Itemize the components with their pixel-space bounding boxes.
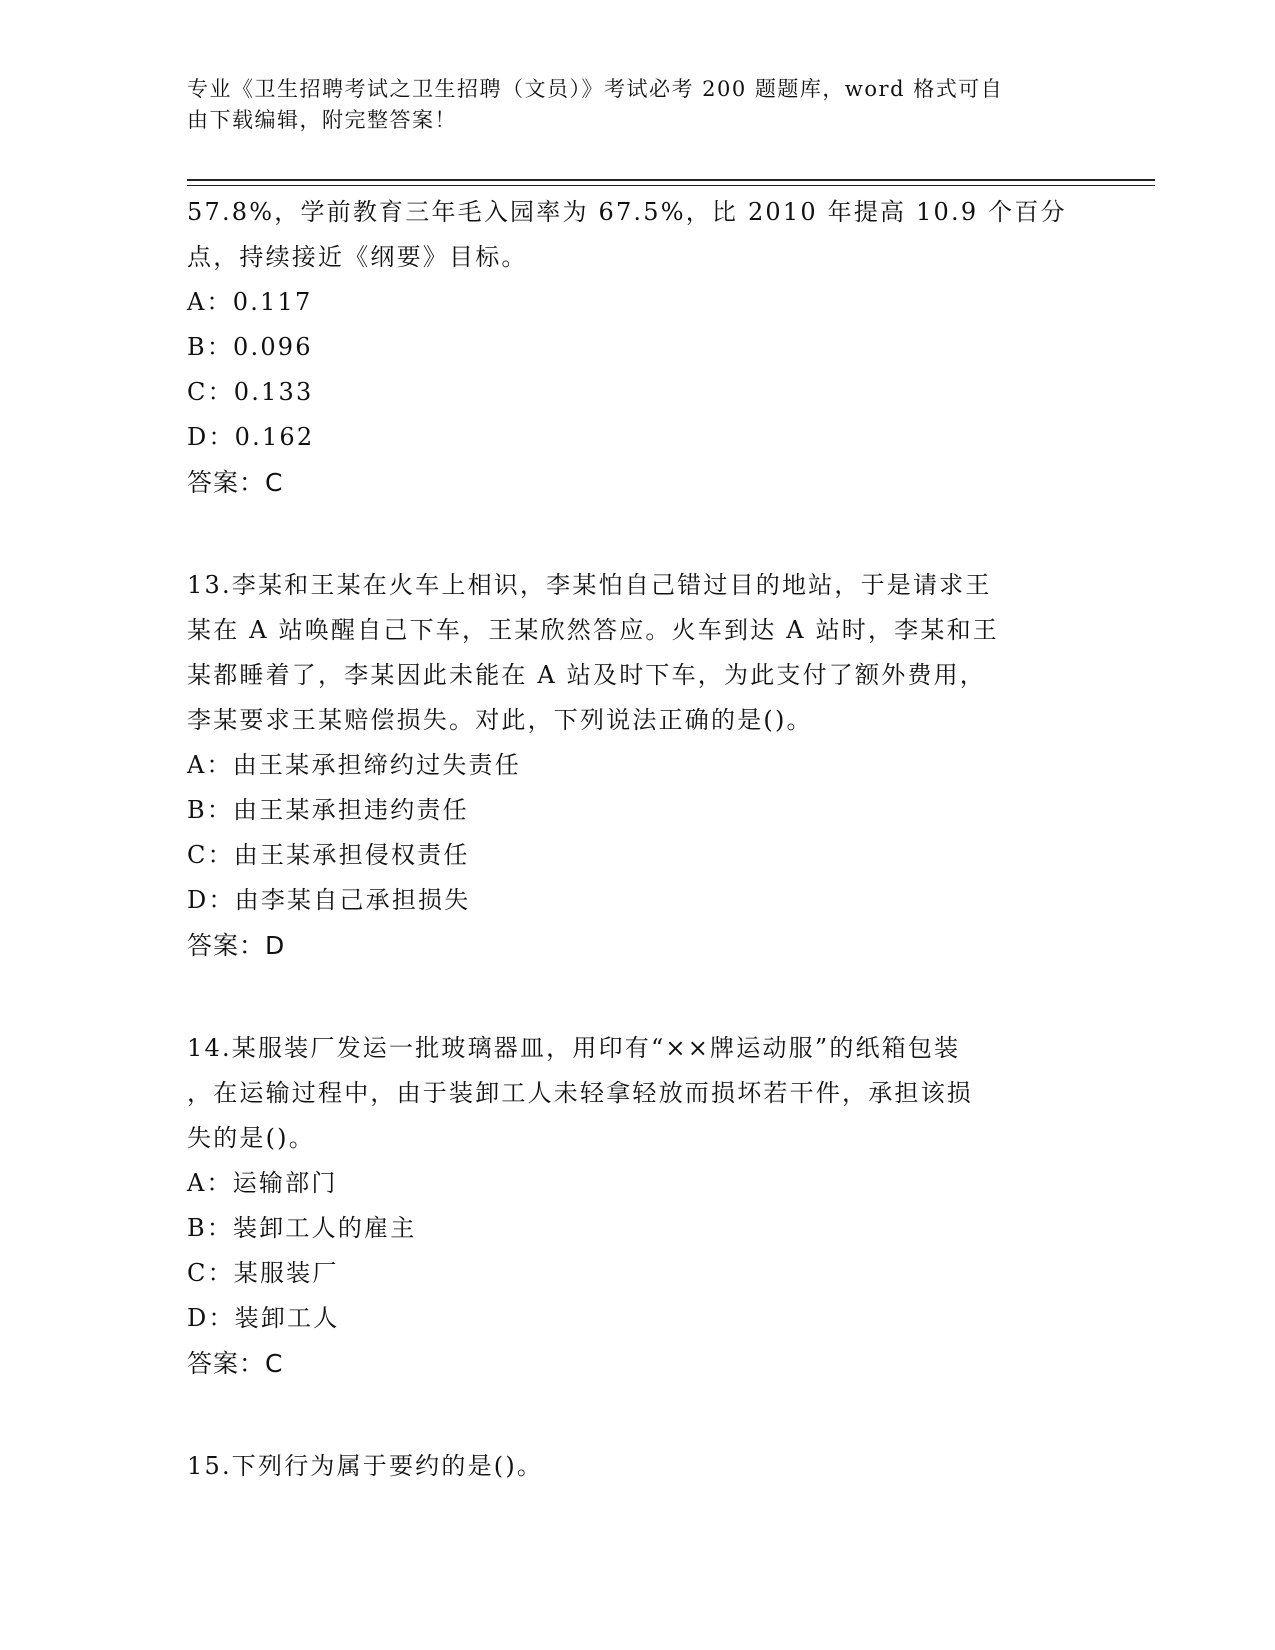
- question-text-line: ，在运输过程中，由于装卸工人未轻拿轻放而损坏若干件，承担该损: [187, 1079, 973, 1107]
- question-text-line: 某都睡着了，李某因此未能在 A 站及时下车，为此支付了额外费用，: [187, 661, 986, 689]
- document-header: [187, 74, 1067, 136]
- header-divider-bottom: [187, 185, 1155, 186]
- question-text-line: 13.李某和王某在火车上相识，李某怕自己错过目的地站，于是请求王: [187, 571, 992, 599]
- option-b: B：装卸工人的雇主: [187, 1214, 417, 1242]
- question-text-line: 失的是()。: [187, 1124, 315, 1152]
- header-line-2: 由下载编辑，附完整答案！: [187, 108, 457, 132]
- question-13: [187, 563, 1072, 968]
- question-text-line: 李某要求王某赔偿损失。对此，下列说法正确的是()。: [187, 706, 813, 734]
- answer: 答案：C: [187, 1349, 284, 1378]
- option-c: C：某服装厂: [187, 1259, 339, 1287]
- question-text-line: 14.某服装厂发运一批玻璃器皿，用印有“××牌运动服”的纸箱包装: [187, 1034, 961, 1062]
- option-a: A：运输部门: [187, 1169, 338, 1197]
- option-c: C：由王某承担侵权责任: [187, 841, 470, 869]
- question-14: [187, 1026, 1072, 1386]
- answer: 答案：D: [187, 931, 286, 960]
- option-b: B：由王某承担违约责任: [187, 796, 469, 824]
- option-c: C：0.133: [187, 378, 314, 406]
- question-text-line: 某在 A 站唤醒自己下车，王某欣然答应。火车到达 A 站时，李某和王: [187, 616, 999, 644]
- option-d: D：0.162: [187, 423, 315, 451]
- option-a: A：由王某承担缔约过失责任: [187, 751, 521, 779]
- question-12-tail: [187, 190, 1072, 505]
- question-text-line: 57.8%，学前教育三年毛入园率为 67.5%，比 2010 年提高 10.9 个百分: [187, 198, 1067, 226]
- question-text-line: 点，持续接近《纲要》目标。: [187, 243, 528, 271]
- question-text-line: 15.下列行为属于要约的是()。: [187, 1452, 544, 1480]
- question-15: [187, 1444, 1072, 1489]
- question-content: [187, 190, 1072, 1489]
- option-b: B：0.096: [187, 333, 313, 361]
- option-d: D：由李某自己承担损失: [187, 886, 471, 914]
- answer: 答案：C: [187, 468, 284, 497]
- option-a: A：0.117: [187, 288, 313, 316]
- header-divider-top: [187, 179, 1155, 181]
- option-d: D：装卸工人: [187, 1304, 340, 1332]
- header-line-1: 专业《卫生招聘考试之卫生招聘（文员）》考试必考 200 题题库，word 格式可自: [187, 77, 1004, 101]
